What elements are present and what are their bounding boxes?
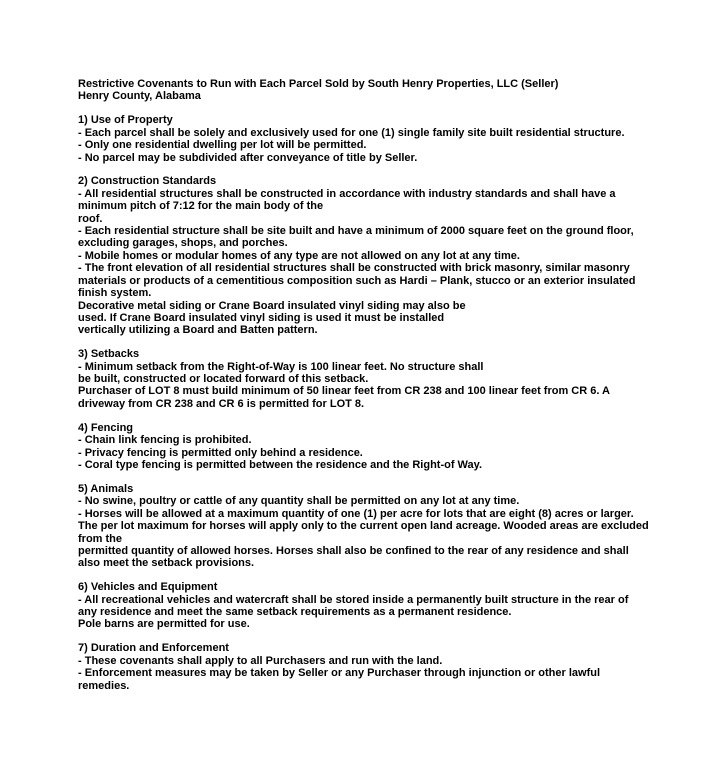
- section-line: used. If Crane Board insulated vinyl siding is used it must be installed: [78, 311, 445, 324]
- section-line: - These covenants shall apply to all Purchasers and run with the land.: [78, 654, 443, 667]
- section-line: - All recreational vehicles and watercraft shall be stored inside a permanently built structure in the rear of: [78, 593, 629, 606]
- section-line: - Enforcement measures may be taken by Seller or any Purchaser through injunction or other lawful: [78, 667, 601, 680]
- section-line: minimum pitch of 7:12 for the main body of the: [78, 200, 324, 213]
- section-line: - Only one residential dwelling per lot will be permitted.: [78, 139, 367, 152]
- section-duration-and-enforcement: [78, 642, 658, 692]
- section-construction-standards: [78, 175, 658, 336]
- section-line: - Mobile homes or modular homes of any type are not allowed on any lot at any time.: [78, 249, 520, 262]
- section-line: - Chain link fencing is prohibited.: [78, 434, 252, 447]
- section-heading: 6) Vehicles and Equipment: [78, 581, 218, 594]
- section-line: roof.: [78, 212, 103, 225]
- document-location: Henry County, Alabama: [78, 90, 201, 103]
- section-line: from the: [78, 532, 122, 545]
- section-line: - Each residential structure shall be site built and have a minimum of 2000 square feet on the ground floor,: [78, 225, 634, 238]
- section-line: - Horses will be allowed at a maximum quantity of one (1) per acre for lots that are eight (8) acres or larger.: [78, 507, 634, 520]
- section-line: vertically utilizing a Board and Batten pattern.: [78, 324, 318, 337]
- section-fencing: [78, 422, 658, 472]
- section-line: - The front elevation of all residential structures shall be constructed with brick masonry, similar masonry: [78, 262, 630, 275]
- section-heading: 4) Fencing: [78, 421, 134, 434]
- document-title: Restrictive Covenants to Run with Each Parcel Sold by South Henry Properties, LLC (Seller): [78, 78, 559, 90]
- section-line: permitted quantity of allowed horses. Horses shall also be confined to the rear of any residence and shall: [78, 544, 629, 557]
- section-line: finish system.: [78, 287, 152, 300]
- section-line: excluding garages, shops, and porches.: [78, 237, 288, 250]
- section-line: Purchaser of LOT 8 must build minimum of 50 linear feet from CR 238 and 100 linear feet from CR 6. A: [78, 385, 610, 398]
- section-heading: 3) Setbacks: [78, 348, 140, 361]
- section-line: The per lot maximum for horses will apply only to the current open land acreage. Wooded areas are excluded: [78, 520, 649, 533]
- section-line: driveway from CR 238 and CR 6 is permitted for LOT 8.: [78, 397, 365, 410]
- section-heading: 7) Duration and Enforcement: [78, 642, 229, 655]
- section-line: - No parcel may be subdivided after conveyance of title by Seller.: [78, 151, 418, 164]
- section-line: Pole barns are permitted for use.: [78, 618, 250, 631]
- document-header: [78, 78, 658, 103]
- section-use-of-property: [78, 114, 658, 164]
- section-heading: 1) Use of Property: [78, 114, 173, 127]
- section-line: - Minimum setback from the Right-of-Way is 100 linear feet. No structure shall: [78, 360, 484, 373]
- section-line: Decorative metal siding or Crane Board insulated vinyl siding may also be: [78, 299, 466, 312]
- covenants-document: [78, 78, 658, 692]
- section-line: - Privacy fencing is permitted only behind a residence.: [78, 446, 363, 459]
- section-line: also meet the setback provisions.: [78, 557, 255, 570]
- section-line: - No swine, poultry or cattle of any quantity shall be permitted on any lot at any time.: [78, 495, 520, 508]
- section-line: be built, constructed or located forward of this setback.: [78, 373, 369, 386]
- section-line: - Coral type fencing is permitted between the residence and the Right-of Way.: [78, 458, 483, 471]
- section-line: - Each parcel shall be solely and exclusively used for one (1) single family site built residential structure.: [78, 126, 625, 139]
- section-setbacks: [78, 348, 658, 410]
- section-animals: [78, 483, 658, 570]
- section-line: materials or products of a cementitious composition such as Hardi – Plank, stucco or an exterior insulated: [78, 274, 636, 287]
- section-line: remedies.: [78, 679, 130, 692]
- section-line: any residence and meet the same setback requirements as a permanent residence.: [78, 606, 512, 619]
- section-line: - All residential structures shall be constructed in accordance with industry standards and shall have a: [78, 187, 616, 200]
- section-vehicles-and-equipment: [78, 581, 658, 631]
- section-heading: 2) Construction Standards: [78, 175, 217, 188]
- section-heading: 5) Animals: [78, 482, 134, 495]
